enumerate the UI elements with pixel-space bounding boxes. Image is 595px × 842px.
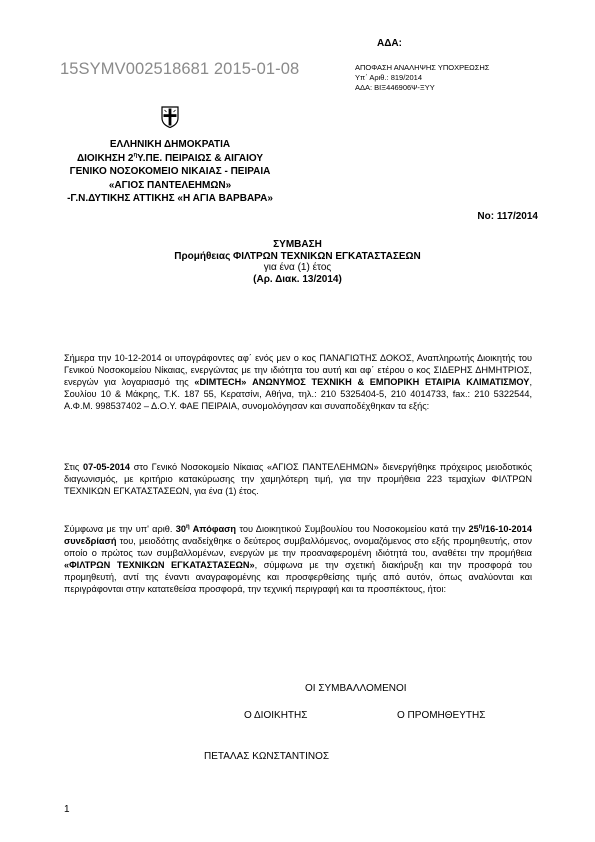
paragraph-tender <box>64 461 532 497</box>
para2-date: 07-05-2014 <box>83 462 131 472</box>
para3-text-4: , σύμφωνα με την σχετική διακήρυξη και την προσφορά του προμηθευτή, αντί της έναντι αναγραφομένης και προσφερθείσης τιμής από αυτόν, όπως αναλύονται και περιγράφονται στην κατατεθείσα προσφορά, την τεχνική περιγραφή και τα προσπέκτους, ήτοι: <box>64 560 532 595</box>
issuer-hospital-name: «ΑΓΙΟΣ ΠΑΝΤΕΛΕΗΜΩΝ» <box>108 179 232 191</box>
issuer-administration <box>40 152 300 166</box>
paragraph-parties <box>64 352 532 412</box>
issuer-administration-b: Υ.ΠΕ. ΠΕΙΡΑΙΩΣ & ΑΙΓΑΙΟΥ <box>137 152 264 164</box>
issuer-administration-a: ΔΙΟΙΚΗΣΗ 2 <box>76 152 134 164</box>
issuer-hospital: ΓΕΝΙΚΟ ΝΟΣΟΚΟΜΕΙΟ ΝΙΚΑΙΑΣ - ΠΕΙΡΑΙΑ <box>69 166 271 177</box>
page-number: 1 <box>64 804 70 815</box>
para3-decision-no: 30 <box>175 524 186 534</box>
para1-company-name: «DIMTECH» ΑΝΩΝΥΜΟΣ ΤΕΧΝΙΚΗ & ΕΜΠΟΡΙΚΗ ΕΤΑΙΡΙΑ ΚΛΙΜΑΤΙΣΜΟΥ <box>194 377 530 388</box>
issuer-block <box>40 138 300 206</box>
greek-coat-of-arms-icon <box>161 106 179 128</box>
meta-line-number: Υπ΄ Αριθ.: 819/2014 <box>355 73 422 82</box>
ada-label: ΑΔΑ: <box>377 38 402 49</box>
para1-text-1: Σήμερα την 10-12-2014 οι υπογράφοντες αφ΄ ενός μεν ο κος ΠΑΝΑΓΙΩΤΗΣ ΔΟΚΟΣ, Αναπληρωτής Διοικητής του Γενικού Νοσοκομείου Νίκαιας, ενεργώντας με την ιδιότητα του αυτή και αφ΄ ετέρου ο κος ΣΙΔΕΡΗΣ ΔΗΜΗΤΡΙΟΣ, ενεργών για λογαριασμό της <box>64 353 532 388</box>
meta-line-ada: ΑΔΑ: ΒΙΞ446906Ψ-ΞΥΥ <box>355 83 435 92</box>
title-tender-number: (Αρ. Διακ. 13/2014) <box>253 273 342 285</box>
issuer-republic: ΕΛΛΗΝΙΚΗ ΔΗΜΟΚΡΑΤΙΑ <box>109 139 231 150</box>
title-contract: ΣΥΜΒΑΣΗ <box>273 239 322 250</box>
signature-role-director: Ο ΔΙΟΙΚΗΤΗΣ <box>244 710 308 721</box>
issuer-administration-sup: η <box>133 152 138 159</box>
title-duration: για ένα (1) έτος <box>263 262 332 273</box>
paragraph-award <box>64 523 532 596</box>
para3-decision-word: Απόφαση <box>189 524 237 534</box>
para1-text-2: , Σουλίου 10 & Μάκρης, Τ.Κ. 187 55, Κερατσίνι, Αθήνα, τηλ.: 210 5325404-5, 210 4014733, fax.: 210 5322544, Α.Φ.Μ. 998537402 – Δ.Ο.Υ. ΦΑΕ ΠΕΙΡΑΙΑ, συνομολόγησαν και συναποδέχθηκαν τα εξής: <box>64 377 532 412</box>
signature-role-supplier: Ο ΠΡΟΜΗΘΕΥΤΗΣ <box>397 710 486 721</box>
issuer-west-attica: -Γ.Ν.ΔΥΤΙΚΗΣ ΑΤΤΙΚΗΣ «Η ΑΓΙΑ ΒΑΡΒΑΡΑ» <box>67 193 273 204</box>
para2-text-2: στο Γενικό Νοσοκομείο Νίκαιας «ΑΓΙΟΣ ΠΑΝΤΕΛΕΗΜΩΝ» διενεργήθηκε πρόχειρος μειοδοτικός διαγωνισμός, με κριτήριο κατακύρωσης την χαμηλότερη τιμή, για την προμήθεια 223 τεμαχίων ΦΙΛΤΡΩΝ ΤΕΧΝΙΚΩΝ ΕΓΚΑΤΑΣΤΑΣΕΩΝ, για ένα (1) έτος. <box>64 462 532 497</box>
para3-text-3: του, μειοδότης αναδείχθηκε ο δεύτερος συμβαλλόμενος, ονομαζόμενος στο εξής προμηθευτής, στον οποίο ο πρώτος των συμβαλλομένων, ενεργών με την προαναφερομένη ιδιότητά του, αναθέτει την προμήθεια <box>64 536 532 559</box>
para3-decision-sup: η <box>185 523 190 530</box>
title-subject: Προμήθειας ΦΙΛΤΡΩΝ ΤΕΧΝΙΚΩΝ ΕΓΚΑΤΑΣΤΑΣΕΩΝ <box>174 250 421 262</box>
document-title-block <box>0 239 595 285</box>
header-meta <box>355 63 489 93</box>
publication-stamp-code: 15SYMV002518681 2015-01-08 <box>60 60 300 78</box>
para3-text-2: του Διοικητικού Συμβουλίου του Νοσοκομείου κατά την <box>236 524 469 534</box>
signatures-heading: ΟΙ ΣΥΜΒΑΛΛΟΜΕΝΟΙ <box>305 683 407 694</box>
para3-session-no: 25 <box>468 524 479 534</box>
para3-session-sup: η <box>478 523 483 530</box>
para3-text-1: Σύμφωνα με την υπ' αριθ. <box>64 524 176 534</box>
para3-session-date: /16-10-2014 συνεδρίασή <box>64 524 532 547</box>
para2-text-1: Στις <box>64 462 84 472</box>
para3-subject: «ΦΙΛΤΡΩΝ ΤΕΧΝΙΚΩΝ ΕΓΚΑΤΑΣΤΑΣΕΩΝ» <box>64 560 255 571</box>
signature-name-director: ΠΕΤΑΛΑΣ ΚΩΝΣΤΑΝΤΙΝΟΣ <box>204 751 330 762</box>
meta-line-decision: ΑΠΟΦΑΣΗ ΑΝΑΛΗΨΗΣ ΥΠΟΧΡΕΩΣΗΣ <box>355 63 490 72</box>
document-number: Νο: 117/2014 <box>477 211 538 222</box>
